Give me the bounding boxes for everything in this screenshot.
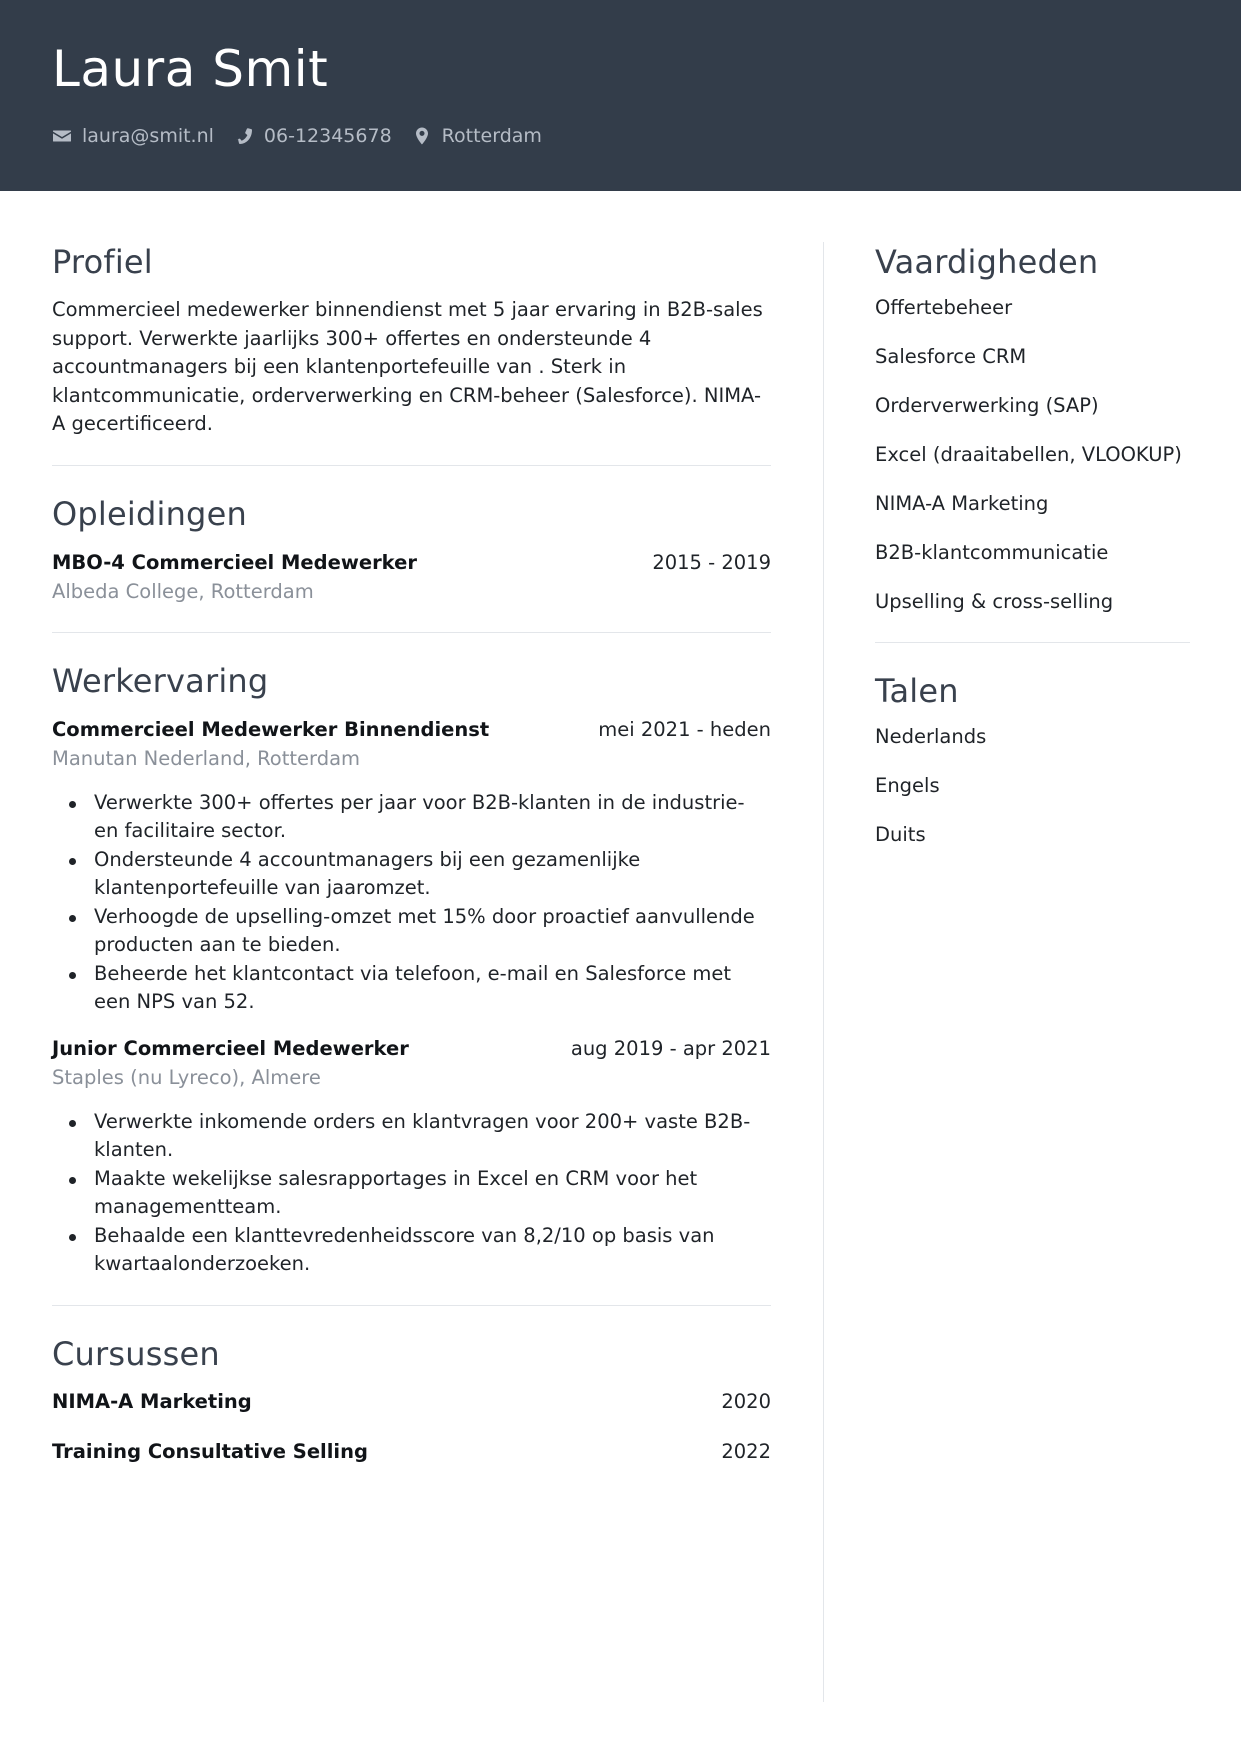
entry-header: [52, 716, 771, 744]
course-date: 2022: [721, 1439, 771, 1463]
skill-item: NIMA-A Marketing: [875, 492, 1049, 515]
education-section: [52, 494, 771, 606]
list-item: Ondersteunde 4 accountmanagers bij een gezamenlijke klantenportefeuille van jaaromzet.: [52, 846, 771, 903]
skill-item: Orderverwerking (SAP): [875, 394, 1099, 417]
skills-section: [875, 242, 1190, 616]
contact-info: [52, 123, 562, 149]
section-divider: [52, 465, 771, 466]
section-divider: [52, 632, 771, 633]
list-item: Beheerde het klantcontact via telefoon, e-mail en Salesforce met een NPS van 52.: [52, 960, 771, 1017]
contact-phone: [234, 123, 392, 149]
phone-icon: [234, 126, 254, 146]
skills-list: [875, 294, 1190, 616]
course-title: Training Consultative Selling: [52, 1439, 368, 1463]
skill-item: Salesforce CRM: [875, 345, 1027, 368]
entry-header: [52, 1438, 771, 1466]
education-title: MBO-4 Commercieel Medewerker: [52, 550, 417, 574]
course-title: NIMA-A Marketing: [52, 1389, 252, 1413]
job-title: Junior Commercieel Medewerker: [52, 1036, 409, 1060]
skill-item: B2B-klantcommunicatie: [875, 541, 1109, 564]
language-item: Nederlands: [875, 725, 987, 748]
experience-section: [52, 661, 771, 1279]
language-item: Duits: [875, 823, 926, 846]
education-institution: Albeda College, Rotterdam: [52, 579, 314, 603]
list-item: Verwerkte inkomende orders en klantvragen voor 200+ vaste B2B-klanten.: [52, 1108, 771, 1165]
contact-email: [52, 123, 214, 149]
courses-section: [52, 1334, 771, 1466]
job-entry: [52, 716, 771, 1017]
languages-list: [875, 723, 1190, 849]
languages-section: [875, 671, 1190, 849]
envelope-icon: [52, 126, 72, 146]
education-entry: [52, 549, 771, 606]
job-bullets: [52, 1108, 771, 1279]
skills-heading: Vaardigheden: [875, 243, 1099, 281]
list-item: Behaalde een klanttevredenheidsscore van 8,2/10 op basis van kwartaalonderzoeken.: [52, 1222, 771, 1279]
language-item: Engels: [875, 774, 940, 797]
entry-header: [52, 549, 771, 577]
email-text: laura@smit.nl: [82, 125, 214, 147]
skill-item: Upselling & cross-selling: [875, 590, 1114, 613]
entry-header: [52, 1388, 771, 1416]
course-date: 2020: [721, 1389, 771, 1413]
list-item: Verwerkte 300+ offertes per jaar voor B2B-klanten in de industrie- en facilitaire sector.: [52, 789, 771, 846]
profile-section: [52, 242, 771, 439]
job-date: mei 2021 - heden: [598, 717, 771, 741]
column-divider: [823, 242, 824, 1702]
education-heading: Opleidingen: [52, 494, 247, 533]
job-company: Staples (nu Lyreco), Almere: [52, 1065, 321, 1089]
skill-item: Excel (draaitabellen, VLOOKUP): [875, 443, 1182, 466]
list-item: Verhoogde de upselling-omzet met 15% door proactief aanvullende producten aan te bieden.: [52, 903, 771, 960]
candidate-name: Laura Smit: [52, 40, 329, 98]
list-item: Maakte wekelijkse salesrapportages in Excel en CRM voor het managementteam.: [52, 1165, 771, 1222]
course-entry: [52, 1388, 771, 1416]
experience-heading: Werkervaring: [52, 661, 269, 700]
job-company: Manutan Nederland, Rotterdam: [52, 746, 361, 770]
sidebar-column: [875, 242, 1190, 849]
profile-heading: Profiel: [52, 243, 153, 281]
skill-item: Offertebeheer: [875, 296, 1013, 319]
location-text: Rotterdam: [441, 125, 542, 147]
resume-header: [0, 0, 1241, 191]
section-divider: [52, 1305, 771, 1306]
languages-heading: Talen: [875, 672, 959, 710]
profile-text: Commercieel medewerker binnendienst met 5 jaar ervaring in B2B-sales support. Verwerkte jaarlijks 300+ offertes en ondersteunde 4 accountmanagers bij een klantenportefeuille van . Sterk in klantcommunicatie, orderverwerking en CRM-beheer (Salesforce). NIMA-A gecertificeerd.: [52, 298, 763, 435]
map-pin-icon: [412, 126, 432, 146]
education-date: 2015 - 2019: [652, 550, 771, 574]
section-divider: [875, 642, 1190, 643]
courses-heading: Cursussen: [52, 1334, 220, 1373]
job-bullets: [52, 789, 771, 1017]
entry-header: [52, 1035, 771, 1063]
job-entry: [52, 1035, 771, 1279]
contact-location: [412, 123, 542, 149]
phone-text: 06-12345678: [263, 125, 392, 147]
course-entry: [52, 1438, 771, 1466]
job-date: aug 2019 - apr 2021: [570, 1036, 771, 1060]
job-title: Commercieel Medewerker Binnendienst: [52, 717, 490, 741]
main-column: [52, 242, 771, 1466]
